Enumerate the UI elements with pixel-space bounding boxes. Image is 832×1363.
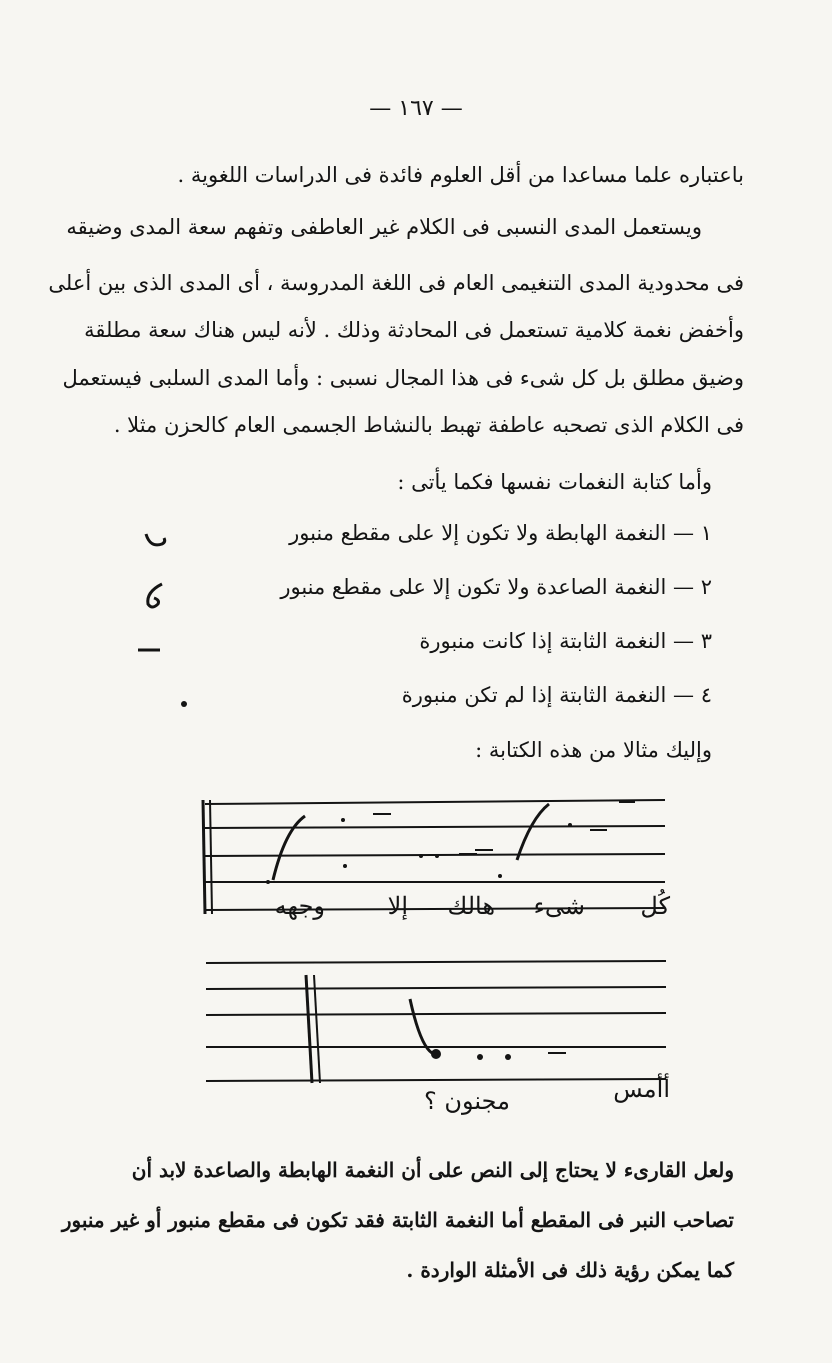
text-line: كما يمكن رؤية ذلك فى الأمثلة الواردة .	[406, 1258, 734, 1282]
example-2-lyrics	[360, 1075, 670, 1125]
lyric-word: هالك	[447, 892, 495, 920]
text-line: تصاحب النبر فى المقطع أما النغمة الثابتة فقد تكون فى مقطع منبور أو غير منبور	[61, 1208, 734, 1232]
tone-list-item: ٤ — النغمة الثابتة إذا لم تكن منبورة	[401, 683, 712, 707]
rising-tone-symbol	[138, 580, 178, 614]
falling-tone-symbol	[140, 526, 180, 554]
example-intro: وإليك مثالا من هذه الكتابة :	[475, 738, 712, 762]
level-unstressed-symbol	[176, 694, 196, 714]
lyric-word: كُل	[640, 892, 670, 920]
text-line: وضيق مطلق بل كل شىء فى هذا المجال نسبى : وأما المدى السلبى فيستعمل	[62, 366, 744, 390]
level-stressed-symbol	[136, 640, 176, 660]
text-line: باعتباره علما مساعدا من أقل العلوم فائدة فى الدراسات اللغوية .	[177, 163, 744, 187]
lyric-word: شىء	[533, 892, 585, 920]
example-1-lyrics	[250, 892, 670, 932]
text-line: وأخفض نغمة كلامية تستعمل فى المحادثة وذلك . لأنه ليس هناك سعة مطلقة	[84, 318, 744, 342]
lyric-word: مجنون ؟	[424, 1087, 510, 1115]
tone-list-item: ٣ — النغمة الثابتة إذا كانت منبورة	[419, 629, 712, 653]
tone-list-item: ١ — النغمة الهابطة ولا تكون إلا على مقطع منبور	[289, 521, 712, 545]
page-number: — ١٦٧ —	[369, 96, 463, 121]
text-line: ولعل القارىء لا يحتاج إلى النص على أن النغمة الهابطة والصاعدة لابد أن	[131, 1158, 734, 1182]
text-line: فى الكلام الذى تصحبه عاطفة تهبط بالنشاط الجسمى العام كالحزن مثلا .	[113, 413, 744, 437]
lyric-word: أأمس	[613, 1075, 670, 1103]
text-line: فى محدودية المدى التنغيمى العام فى اللغة المدروسة ، أى المدى الذى بين أعلى	[48, 271, 744, 295]
tone-list-item: ٢ — النغمة الصاعدة ولا تكون إلا على مقطع منبور	[280, 575, 712, 599]
text-line: ويستعمل المدى النسبى فى الكلام غير العاطفى وتفهم سعة المدى وضيقه	[66, 215, 702, 239]
lyric-word: وجهه	[274, 892, 325, 920]
intonation-staff-2	[200, 955, 670, 1090]
list-intro: وأما كتابة النغمات نفسها فكما يأتى :	[397, 470, 712, 494]
lyric-word: إلا	[387, 892, 408, 920]
